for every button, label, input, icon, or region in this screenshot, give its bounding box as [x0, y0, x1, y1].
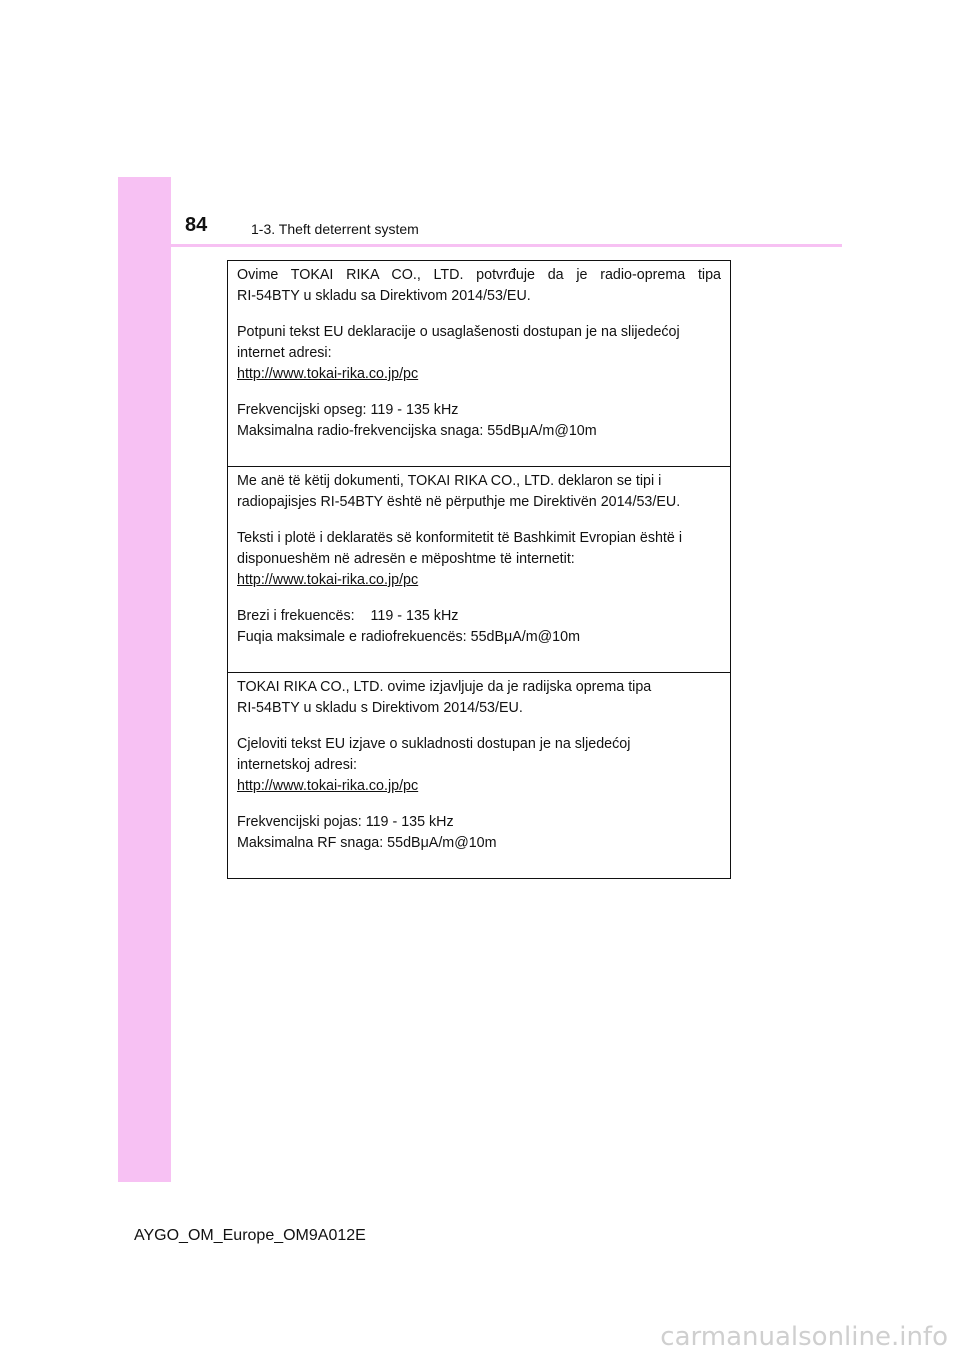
document-code: AYGO_OM_Europe_OM9A012E [134, 1227, 366, 1244]
section-title: 1-3. Theft deterrent system [251, 221, 419, 237]
declaration-text-line: disponueshëm në adresën e mëposhtme të internetit: [237, 551, 575, 567]
max-power: Maksimalna radio-frekvencijska snaga: 55dBμA/m@10m [237, 423, 597, 439]
declaration-intro-line: Me anë të këtij dokumenti, TOKAI RIKA CO., LTD. deklaron se tipi i [237, 473, 662, 489]
declaration-intro-line: radiopajisjes RI-54BTY është në përputhje me Direktivën 2014/53/EU. [237, 494, 681, 510]
declaration-text-line: Teksti i plotë i deklaratës së konformitetit të Bashkimit Evropian është i [237, 530, 682, 546]
side-color-bar [118, 177, 171, 1182]
max-power: Maksimalna RF snaga: 55dBμA/m@10m [237, 835, 497, 851]
declaration-text-line: internet adresi: [237, 345, 332, 361]
frequency-range: Brezi i frekuencës: 119 - 135 kHz [237, 608, 459, 624]
page-number: 84 [185, 214, 208, 236]
declaration-block-bosnian [228, 261, 730, 467]
declaration-text-line: Potpuni tekst EU deklaracije o usaglašenosti dostupan je na slijedećoj [237, 324, 680, 340]
max-power: Fuqia maksimale e radiofrekuencës: 55dBμA/m@10m [237, 629, 580, 645]
frequency-range: Frekvencijski pojas: 119 - 135 kHz [237, 814, 454, 830]
frequency-range: Frekvencijski opseg: 119 - 135 kHz [237, 402, 459, 418]
watermark: carmanualsonline.info [660, 1322, 948, 1352]
declaration-table [227, 260, 731, 879]
declaration-link[interactable]: http://www.tokai-rika.co.jp/pc [237, 778, 419, 794]
declaration-block-albanian [228, 467, 730, 673]
declaration-link[interactable]: http://www.tokai-rika.co.jp/pc [237, 366, 419, 382]
declaration-intro-line: RI-54BTY u skladu sa Direktivom 2014/53/EU. [237, 288, 531, 304]
declaration-intro-line: Ovime TOKAI RIKA CO., LTD. potvrđuje da je radio-oprema tipa [237, 267, 721, 283]
page-header [171, 208, 841, 244]
declaration-intro-line: TOKAI RIKA CO., LTD. ovime izjavljuje da je radijska oprema tipa [237, 679, 652, 695]
declaration-block-croatian [228, 673, 730, 878]
declaration-link[interactable]: http://www.tokai-rika.co.jp/pc [237, 572, 419, 588]
declaration-intro-line: RI-54BTY u skladu s Direktivom 2014/53/EU. [237, 700, 523, 716]
declaration-text-line: Cjeloviti tekst EU izjave o sukladnosti dostupan je na sljedećoj [237, 736, 631, 752]
header-rule [118, 244, 842, 247]
declaration-text-line: internetskoj adresi: [237, 757, 357, 773]
